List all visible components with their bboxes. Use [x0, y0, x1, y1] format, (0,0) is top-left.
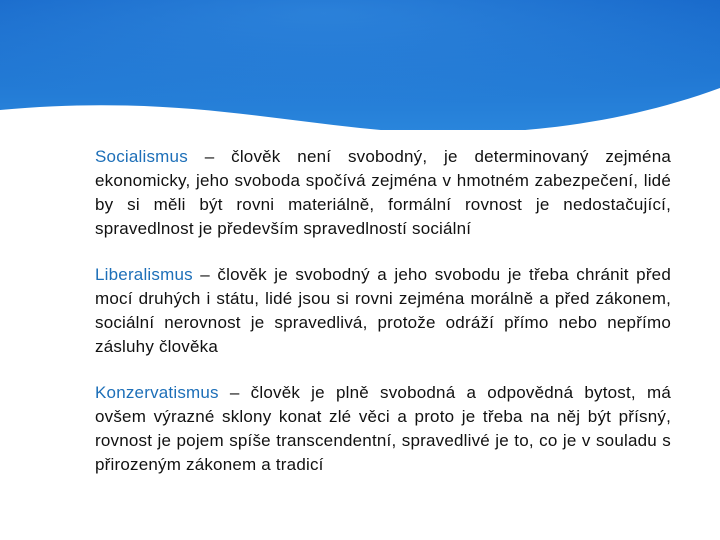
definition-liberalismus: – člověk je svobodný a jeho svobodu je třeba chránit před mocí druhých i státu, lidé jsou si rovni zejména morálně a před zákonem, sociální nerovnost je spravedlivá, protože odráží přímo nebo nepřímo zásluhy člověka [95, 265, 671, 356]
banner-shape [0, 0, 720, 130]
term-socialismus: Socialismus [95, 147, 188, 166]
text-content [95, 145, 671, 499]
term-konzervatismus: Konzervatismus [95, 383, 219, 402]
paragraph-liberalismus [95, 263, 671, 359]
definition-socialismus: – člověk není svobodný, je determinovaný zejména ekonomicky, jeho svoboda spočívá zejména v hmotném zabezpečení, lidé by si měli být rovni materiálně, formální rovnost je nedostačující, spravedlnost je především spravedlností sociální [95, 147, 671, 238]
header-banner [0, 0, 720, 130]
paragraph-konzervatismus [95, 381, 671, 477]
paragraph-socialismus [95, 145, 671, 241]
term-liberalismus: Liberalismus [95, 265, 193, 284]
definition-konzervatismus: – člověk je plně svobodná a odpovědná bytost, má ovšem výrazné sklony konat zlé věci a proto je třeba na něj být přísný, rovnost je pojem spíše transcendentní, spravedlivé je to, co je v souladu s přirozeným zákonem a tradicí [95, 383, 671, 474]
